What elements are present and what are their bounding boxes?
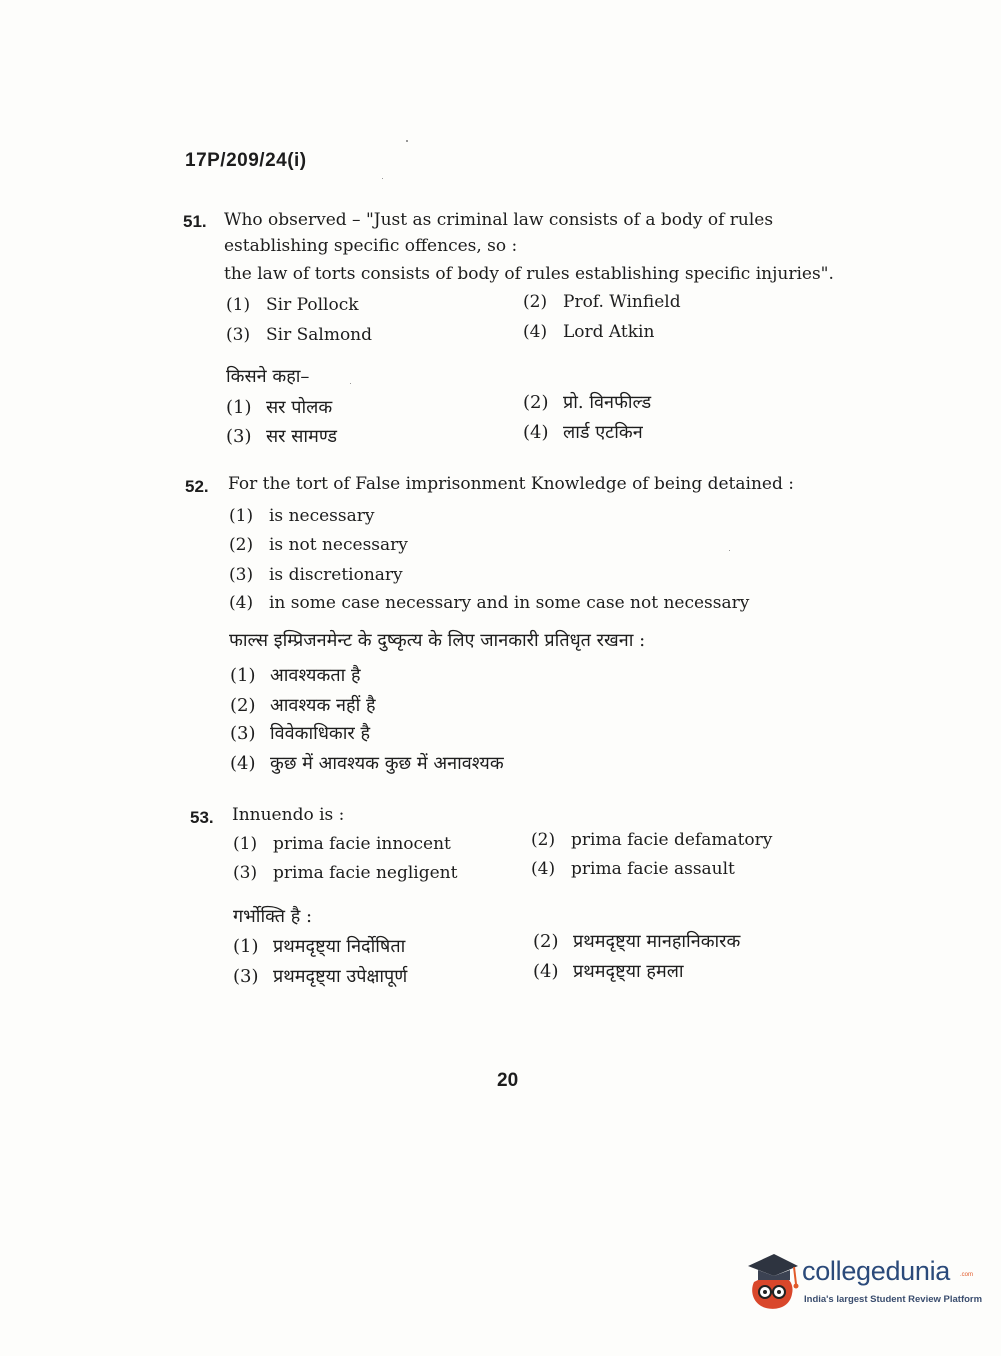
hindi-option [523,390,651,414]
option-number: (2) [523,392,549,413]
option-number: (3) [226,325,251,345]
scan-speck [729,550,730,551]
hindi-question-text: फाल्स इम्प्रिजनमेन्ट के दुष्कृत्य के लिए जानकारी प्रतिधृत रखना : [229,630,646,651]
option [226,295,359,315]
option [226,325,372,345]
option [531,830,772,850]
option-text: प्रथमदृष्ट्या मानहानिकारक [573,931,741,952]
option-number: (3) [226,426,252,447]
hindi-question-text: किसने कहा– [226,366,310,387]
option-number: (3) [233,863,258,883]
hindi-option [230,751,504,775]
question-text-line: establishing specific offences, so : [224,236,518,256]
option-number: (1) [233,834,258,854]
paper-code: 17P/209/24(i) [185,150,307,171]
option-number: (2) [523,292,548,312]
option-number: (4) [230,753,256,774]
option-text: लार्ड एटकिन [563,422,643,443]
hindi-option [523,420,643,444]
option-number: (1) [229,506,254,526]
hindi-option [230,663,361,687]
question-text-line: Innuendo is : [232,805,345,825]
hindi-option [230,721,370,745]
option-text: in some case necessary and in some case not necessary [269,593,750,613]
option [233,863,457,883]
scan-speck [382,178,383,179]
logo-tagline: India's largest Student Review Platform [804,1294,983,1305]
mascot-icon [744,1250,800,1312]
option-number: (2) [229,535,254,555]
option-text: प्रो. विनफील्ड [563,392,652,413]
collegedunia-watermark [744,1250,983,1312]
option [523,292,681,312]
option-number: (2) [230,695,256,716]
option-text: आवश्यक नहीं है [270,695,376,716]
option-number: (4) [531,859,556,879]
question-number: 51. [183,212,207,231]
option-number: (1) [230,665,256,686]
page-number: 20 [497,1070,519,1091]
question-text-line: the law of torts consists of body of rules establishing specific injuries". [224,264,834,284]
option-number: (3) [233,966,259,987]
option-text: कुछ में आवश्यक कुछ में अनावश्यक [270,753,504,774]
option [229,506,374,526]
option-text: prima facie negligent [273,863,458,883]
option-text: आवश्यकता है [270,665,361,686]
option-text: prima facie innocent [273,834,451,854]
option-text: is not necessary [269,535,408,555]
hindi-option [233,964,407,988]
option-number: (1) [233,936,259,957]
option-text: Sir Salmond [266,325,373,345]
option-text: प्रथमदृष्ट्या उपेक्षापूर्ण [273,966,408,987]
option-text: प्रथमदृष्ट्या हमला [573,961,684,982]
option-number: (1) [226,295,251,315]
hindi-question-text: गर्भोक्ति है : [233,906,313,927]
hindi-option [233,934,405,958]
logo-wordmark: collegedunia [802,1256,951,1286]
option-number: (2) [531,830,556,850]
option-number: (3) [230,723,256,744]
option-number: (2) [533,931,559,952]
option-text: prima facie assault [571,859,735,879]
hindi-option [226,395,332,419]
option-number: (4) [533,961,559,982]
option-text: प्रथमदृष्ट्या निर्दोषिता [273,936,406,957]
option [229,593,749,613]
option [229,565,403,585]
option-text: prima facie defamatory [571,830,773,850]
question-number: 52. [185,477,209,496]
option-number: (4) [523,422,549,443]
option-number: (3) [229,565,254,585]
option-text: Lord Atkin [563,322,655,342]
option [531,859,735,879]
hindi-option [533,959,684,983]
question-text-line: Who observed – "Just as criminal law consists of a body of rules [224,210,774,230]
logo-domain: .com [960,1272,974,1278]
option-text: Prof. Winfield [563,292,681,312]
option-text: Sir Pollock [266,295,359,315]
hindi-option [226,424,337,448]
question-number: 53. [190,808,214,827]
option-text: सर सामण्ड [266,426,338,447]
option [229,535,408,555]
question-text-line: For the tort of False imprisonment Knowledge of being detained : [228,474,794,494]
option-text: सर पोलक [266,397,333,418]
hindi-option [533,929,740,953]
option-text: is necessary [269,506,375,526]
option-number: (4) [229,593,254,613]
scan-speck [406,140,408,142]
option-text: is discretionary [269,565,403,585]
option-text: विवेकाधिकार है [270,723,371,744]
option-number: (1) [226,397,252,418]
option [233,834,451,854]
hindi-option [230,693,376,717]
option [523,322,654,342]
option-number: (4) [523,322,548,342]
scan-speck [350,383,351,384]
